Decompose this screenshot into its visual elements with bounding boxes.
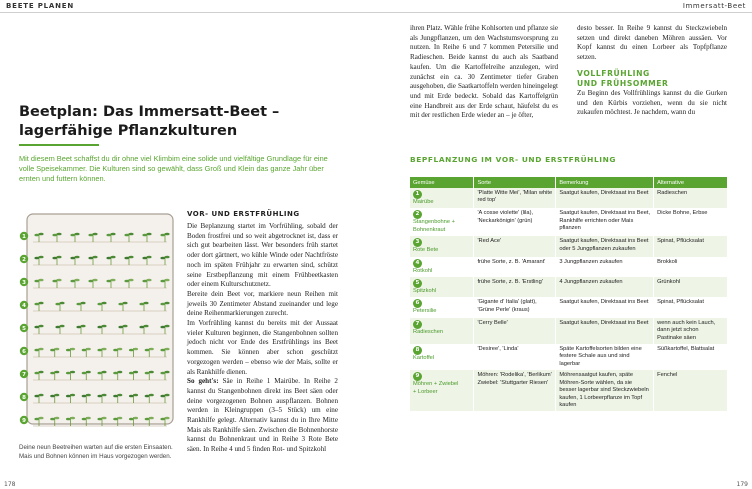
header-sorte: Sorte: [474, 177, 556, 188]
bed-row-number-badge: [20, 301, 28, 309]
cell-gemuese: [410, 257, 474, 277]
cell-sorte: 'Platte Witte Mei', 'Milan white red top': [474, 188, 556, 208]
cell-alternative: Spinat, Pflücksalat: [654, 297, 728, 317]
row-number-badge: 5: [413, 279, 422, 288]
bed-row-number: 3: [22, 280, 26, 286]
row-number-badge: 2: [413, 210, 422, 219]
bed-row-number: 2: [22, 257, 26, 263]
intro-text: Mit diesem Beet schaffst du dir ohne viel Klimbim eine solide und vielfältige Grundlage für eine volle Speisekammer. Die Kulturen sind so gewählt, dass Groß und Klein das ganze Jahr über ernten und futtern können.: [19, 154, 328, 183]
title-accent-bar: [19, 144, 99, 146]
table-header-row: [410, 177, 728, 188]
row-number-badge: 6: [413, 299, 422, 308]
running-header-right: Immersatt-Beet: [682, 2, 746, 10]
cell-alternative: Radieschen: [654, 188, 728, 208]
bed-row-number: 5: [22, 326, 26, 332]
running-header-left: BEETE PLANEN: [6, 2, 74, 10]
col3-paragraph-2: Zu Beginn des Vollfrühlings kannst du die Gurken und den Kürbis vorziehen, wenn du sie nicht zukaufen möchtest. Je nachdem, wann du: [577, 88, 727, 117]
cell-gemuese: [410, 370, 474, 411]
page-title: [19, 103, 339, 141]
cell-sorte: frühe Sorte, z. B. 'Erstling': [474, 277, 556, 297]
table-row: [410, 297, 728, 317]
bed-frame: [27, 214, 173, 424]
vegetable-name: Kartoffel: [413, 355, 435, 362]
row-number-badge: 9: [413, 372, 422, 381]
section-heading-vor-und-erstfruehling: VOR- UND ERSTFRÜHLING: [187, 210, 300, 218]
table-row: [410, 344, 728, 370]
text-column-3: [577, 24, 727, 118]
cell-alternative: Brokkoli: [654, 257, 728, 277]
vegetable-name: Möhren + Zwiebel + Lorbeer: [413, 381, 459, 395]
header-bemerkung: Bemerkung: [556, 177, 654, 188]
section-heading-line2: UND FRÜHSOMMER: [577, 78, 669, 88]
vegetable-name: Spitzkohl: [413, 288, 437, 295]
bed-row-number-badge: [20, 370, 28, 378]
col1-paragraph-4: [187, 377, 338, 455]
table-row: [410, 257, 728, 277]
cell-gemuese: [410, 344, 474, 370]
cell-sorte: 'Desiree', 'Linda': [474, 344, 556, 370]
cell-sorte: 'Gigante d' Italia' (glatt), 'Grüne Perle' (kraus): [474, 297, 556, 317]
cell-bemerkung: 3 Jungpflanzen zukaufen: [556, 257, 654, 277]
bed-row-number: 9: [22, 418, 26, 424]
table-row: [410, 208, 728, 236]
col3-paragraph-1: desto besser. In Reihe 9 kannst du Steckzwiebeln setzen und direkt daneben Möhren aussäen. Vor Kopf kannst du einen Lorbeer als Topfpflanze setzen.: [577, 24, 727, 62]
section-heading-line1: VOLLFRÜHLING: [577, 68, 650, 78]
col1-paragraph-1: Die Beplanzung startet im Vorfrühling, sobald der Boden frostfrei und so weit abgetrocknet ist, dass er sich gut bearbeiten lässt. Wer besonders früh startet oder dort gärtnert, wo kühle Winde oder Nachtfröste noch im späten Frühjahr zu erwarten sind, schützt seine Erstbepflanzung mit einem Frühbeetkasten oder einem Kulturschutznetz.: [187, 222, 338, 289]
cell-alternative: Süßkartoffel, Blattsalat: [654, 344, 728, 370]
table-row: [410, 370, 728, 411]
cell-bemerkung: Saatgut kaufen, Direktsaat ins Beet: [556, 318, 654, 344]
cell-gemuese: [410, 208, 474, 236]
vegetable-name: Petersilie: [413, 308, 437, 315]
cell-bemerkung: Saatgut kaufen, Direktsaat ins Beet: [556, 297, 654, 317]
table-title: BEPFLANZUNG IM VOR- UND ERSTFRÜHLING: [410, 155, 617, 164]
vegetable-name: Radieschen: [413, 328, 444, 335]
bed-drawing: [19, 210, 178, 428]
page-number-right: 179: [736, 481, 748, 488]
col2-paragraph-1: ihren Platz. Wähle frühe Kohlsorten und pflanze sie als Jungpflanzen, um den Wachstumsvorsprung zu nutzen. In Reihe 6 und 7 kommen Petersilie und Radieschen. Beide kannst du auch als Saatband kaufen. Um die Kartoffelreihe anzulegen, wird zunächst ein ca. 30 Zentimeter tiefer Graben ausgehoben, die Saatkartoffeln werden hineingelegt und mit Erde bedeckt. Sobald das Kartoffelgrün eine Handbreit aus der Erde schaut, häufelst du es mit der restlichen Erde wieder an – je öfter,: [410, 24, 558, 120]
bed-row-number-badge: [20, 347, 28, 355]
col1-paragraph-2: Bereite dein Beet vor, markiere neun Reihen mit jeweils 30 Zentimeter Abstand zueinander und lege deine Reihenmarkierungen zurecht.: [187, 289, 338, 318]
cell-bemerkung: Saatgut kaufen, Direktsaat ins Beet: [556, 188, 654, 208]
cell-sorte: Möhren: 'Rodelika', 'Berlikum' Zwiebel: 'Stuttgarter Riesen': [474, 370, 556, 411]
cell-gemuese: [410, 236, 474, 256]
planting-table: [410, 177, 728, 411]
row-number-badge: 4: [413, 259, 422, 268]
table-row: [410, 277, 728, 297]
cell-alternative: Dicke Bohne, Erbse: [654, 208, 728, 236]
row-number-badge: 7: [413, 320, 422, 329]
cell-gemuese: [410, 277, 474, 297]
text-column-1: [187, 210, 338, 455]
cell-bemerkung: Saatgut kaufen, Direktsaat ins Beet oder 5 Jungpflanzen zukaufen: [556, 236, 654, 256]
cell-bemerkung: 4 Jungpflanzen zukaufen: [556, 277, 654, 297]
header-gemuese: Gemüse: [410, 177, 474, 188]
cell-alternative: Fenchel: [654, 370, 728, 411]
table-row: [410, 236, 728, 256]
table-row: [410, 188, 728, 208]
bed-row-number-badge: [20, 232, 28, 240]
row-number-badge: 3: [413, 238, 422, 247]
bed-row-number-badge: [20, 324, 28, 332]
bed-illustration: [19, 210, 178, 428]
bed-row-number-badge: [20, 278, 28, 286]
row-number-badge: 1: [413, 190, 422, 199]
cell-alternative: Grünkohl: [654, 277, 728, 297]
text-column-2: [410, 24, 558, 121]
vegetable-name: Stangenbohne + Bohnenkraut: [413, 219, 455, 233]
vegetable-name: Mairübe: [413, 199, 434, 205]
page-title-line2: lagerfähige Pflanzkulturen: [19, 123, 238, 139]
cell-sorte: 'Cerry Belle': [474, 318, 556, 344]
so-gehts-label: So geht's:: [187, 377, 219, 386]
vegetable-name: Rote Bete: [413, 247, 439, 254]
header-rule: [0, 12, 752, 13]
section-heading-vollfruehling: [577, 69, 727, 89]
row-number-badge: 8: [413, 346, 422, 355]
bed-row-number-badge: [20, 393, 28, 401]
bed-row-number: 1: [22, 234, 26, 240]
cell-gemuese: [410, 297, 474, 317]
cell-alternative: Spinat, Pflücksalat: [654, 236, 728, 256]
col1-paragraph-4-text: Säe in Reihe 1 Mairübe. In Reihe 2 kannst du Stangenbohnen direkt ins Beet säen oder deine vorgezogenen Bohnen auspflanzen. Bohnen werden in Kleingruppen (3–5 Stück) um eine Rankhilfe gelegt. Alternativ kannst du in Ihre Mitte Mais als Rankhilfe säen. Zwischen die Bohnenhorste kannst du Bohnenkraut und in Reihe 3 Rote Bete säen. In Reihe 4 und 5 finden Rot- und Spitzkohl: [187, 377, 338, 454]
cell-bemerkung: Späte Kartoffelsorten bilden eine festere Schale aus und sind lagerbar: [556, 344, 654, 370]
bed-row-number: 4: [22, 303, 26, 309]
table-row: [410, 318, 728, 344]
cell-sorte: 'A cosse violette' (lila), 'Neckarkönigin' (grün): [474, 208, 556, 236]
cell-gemuese: [410, 188, 474, 208]
bed-row-number: 6: [22, 349, 26, 355]
cell-gemuese: [410, 318, 474, 344]
col1-paragraph-3: Im Vorfrühling kannst du bereits mit der Aussaat vieler Kulturen beginnen, die Stangenbohnen sollten jedoch nicht vor Ende des Erstfrühlings ins Beet kommen. Sie können aber schon geschützt vorgezogen werden – ebenso wie der Mais, sollte er als Rankhilfe dienen.: [187, 319, 338, 376]
bed-row-number-badge: [20, 255, 28, 263]
cell-sorte: frühe Sorte, z. B. 'Amarant': [474, 257, 556, 277]
bed-row-number: 8: [22, 395, 26, 401]
cell-bemerkung: Möhrensaatgut kaufen, späte Möhren-Sorte wählen, da sie besser lagerbar sind Steckzwiebeln kaufen, 1 Lorbeerpflanze im Topf kaufen: [556, 370, 654, 411]
vegetable-name: Rotkohl: [413, 267, 433, 274]
cell-alternative: wenn auch kein Lauch, dann jetzt schon Pastinake säen: [654, 318, 728, 344]
bed-row-number-badge: [20, 416, 28, 424]
header-alternative: Alternative: [654, 177, 728, 188]
page-number-left: 178: [4, 481, 16, 488]
bed-row-number: 7: [22, 372, 26, 378]
image-caption: Deine neun Beetreihen warten auf die ersten Einsaaten. Mais und Bohnen können im Haus vorgezogen werden.: [19, 444, 173, 460]
cell-bemerkung: Saatgut kaufen, Direktsaat ins Beet, Rankhilfe errichten oder Mais pflanzen: [556, 208, 654, 236]
page-title-line1: Beetplan: Das Immersatt-Beet –: [19, 104, 280, 120]
cell-sorte: 'Red Ace': [474, 236, 556, 256]
